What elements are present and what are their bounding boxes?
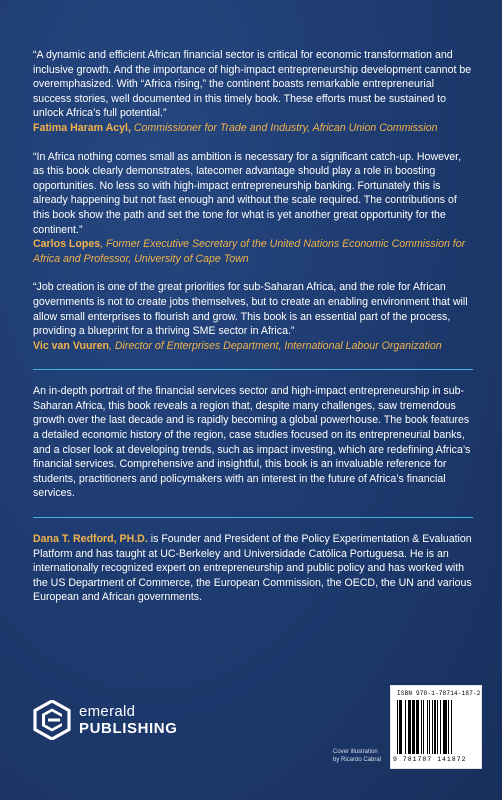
isbn-label: ISBN 978-1-78714-187-2 bbox=[397, 690, 481, 697]
quote-block-1 bbox=[33, 48, 473, 136]
quote-attribution bbox=[33, 121, 473, 136]
publisher-name-line1: emerald bbox=[79, 702, 136, 720]
quote-attribution bbox=[33, 339, 473, 354]
quote-attribution bbox=[33, 237, 473, 266]
quote-author-name: Carlos Lopes bbox=[33, 238, 101, 251]
quote-author-role: , Former Executive Secretary of the United Nations Economic Commission for Africa and Professor, University of Cape Town bbox=[33, 238, 466, 265]
quote-author-role: Commissioner for Trade and Industry, African Union Commission bbox=[130, 121, 438, 134]
quote-text: “In Africa nothing comes small as ambition is necessary for a significant catch-up. However, as this book clearly demonstrates, latecomer advantage should play a role in boosting opportunities. No less so with high-impact entrepreneurship banking. Fortunately this is already happening but not fast enough and without the scale required. The contributions of this book show the path and set the tone for what is yet another great opportunity for the continent.” bbox=[33, 150, 462, 236]
section-divider bbox=[33, 369, 473, 370]
cover-credit-line2: by Ricardo Cabral bbox=[333, 757, 382, 763]
book-description: An in-depth portrait of the financial services sector and high-impact entrepreneurship in sub-Saharan Africa, this book reveals a region that, despite many challenges, saw tremendous growth over the last decade and is rapidly becoming a global powerhouse. The book features a detailed economic history of the region, case studies focused on its entrepreneurial banks, and a closer look at developing trends, such as impact investing, which are redefining Africa’s financial services. Comprehensive and insightful, this book is an invaluable reference for students, practitioners and policymakers with an interest in the future of Africa’s financial services. bbox=[33, 385, 471, 500]
quote-author-role: , Director of Enterprises Department, International Labour Organization bbox=[108, 339, 442, 352]
back-cover-content bbox=[33, 48, 473, 605]
barcode-icon bbox=[397, 700, 475, 754]
publisher-name-line2: PUBLISHING bbox=[79, 719, 178, 737]
emerald-logo-icon bbox=[33, 700, 71, 740]
author-bio bbox=[33, 532, 473, 605]
quote-text: “A dynamic and efficient African financial sector is critical for economic transformation and inclusive growth. And the importance of high-impact entrepreneurship development cannot be overemphasized. With “Africa rising,” the continent boasts remarkable entrepreneurial success stories, well documented in this timely book. These efforts must be sustained to unlock Africa’s full potential.” bbox=[33, 49, 472, 120]
cover-credit-line1: Cover illustration bbox=[333, 749, 378, 755]
barcode-numbers: 9 781787 141872 bbox=[393, 756, 467, 763]
cover-credit bbox=[333, 748, 383, 764]
quote-block-3 bbox=[33, 280, 473, 353]
quote-author-name: Vic van Vuuren bbox=[33, 339, 109, 352]
publisher-logo bbox=[33, 700, 178, 740]
quote-author-name: Fatima Haram Acyl, bbox=[33, 121, 131, 134]
publisher-name bbox=[79, 704, 178, 737]
barcode-box bbox=[390, 685, 482, 769]
quote-text: “Job creation is one of the great priorities for sub-Saharan Africa, and the role for African governments is not to create jobs themselves, but to create an enabling environment that will allow small enterprises to flourish and grow. This book is an essential part of the process, providing a blueprint for a thriving SME sector in Africa.” bbox=[33, 281, 468, 338]
quote-block-2 bbox=[33, 150, 473, 267]
section-divider bbox=[33, 517, 473, 518]
author-name: Dana T. Redford, PH.D. bbox=[33, 533, 148, 546]
author-bio-text: is Founder and President of the Policy Experimentation & Evaluation Platform and has taught at UC-Berkeley and Universidade Católica Portuguesa. He is an internationally recognized expert on entrepreneurship and public policy and has worked with the US Department of Commerce, the European Commission, the OECD, the UN and various European and African governments. bbox=[33, 533, 472, 604]
